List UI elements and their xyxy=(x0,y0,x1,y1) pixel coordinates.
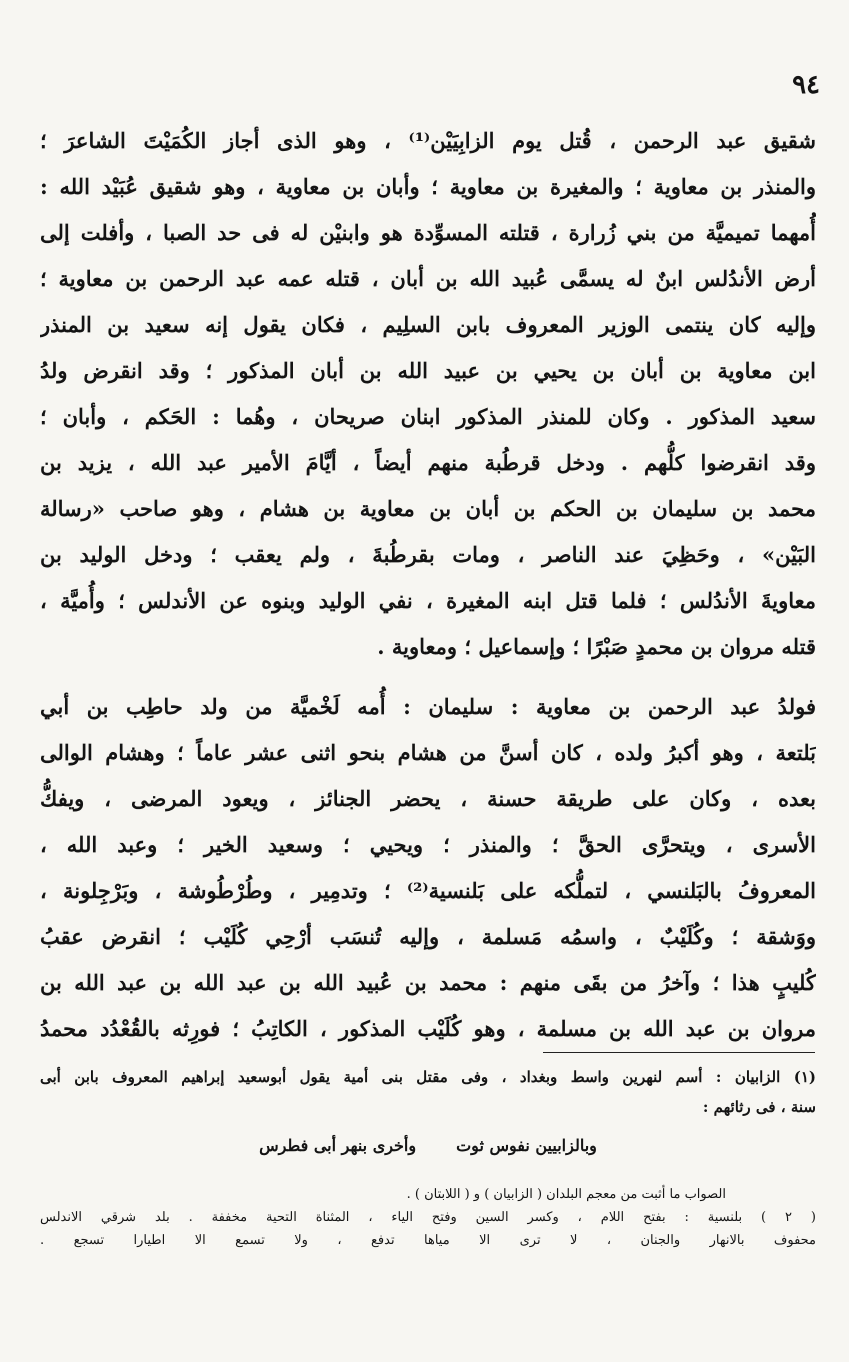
text-line: أرض الأندُلس ابنٌ له يسمَّى عُبيد الله بن أبان ، قتله عمه عبد الرحمن بن معاوية ؛ xyxy=(40,266,816,291)
text-line: محمد بن سليمان بن الحكم بن أبان بن معاوية بن هشام ، وهو صاحب «رسالة xyxy=(40,496,816,521)
text-line: بَلتعة ، وهو أكبرُ ولده ، كان أسنَّ من هشام بنحو اثنى عشر عاماً ؛ وهشام الوالى xyxy=(40,740,816,765)
text-line: والمنذر بن معاوية ؛ والمغيرة بن معاوية ؛ وأبان بن معاوية ، وهو شقيق عُبَيْد الله : xyxy=(40,174,816,199)
text-line: وإليه كان ينتمى الوزير المعروف بابن السلِيم ، فكان يقول إنه سعيد بن المنذر xyxy=(40,312,816,337)
footnotes xyxy=(40,1062,816,1252)
paragraph-1 xyxy=(40,118,816,670)
text-line: سعيد المذكور . وكان للمنذر المذكور ابنان صريحان ، وهُما : الحَكم ، وأبان ؛ xyxy=(40,404,816,429)
text-line: المعروفُ بالبَلنسي ، لتملُّكه على بَلنسية⁽²⁾ ؛ وتدمِير ، وطُرْطُوشة ، وبَرْجِلونة ، xyxy=(40,878,816,903)
text-line: ووَشقة ؛ وكُلَيْبٌ ، واسمُه مَسلمة ، وإليه تُنسَب أرْحِي كُلَيْب ؛ انقرض عقبُ xyxy=(40,924,816,949)
text-line: أُمهما تميميَّة من بني زُرارة ، قتلته المسوِّدة هو وابنيْن له فى حد الصبا ، وأفلت إلى xyxy=(40,220,816,245)
verse xyxy=(40,1136,816,1155)
text-line: مروان بن عبد الله بن مسلمة ، وهو كُلَيْب المذكور ، الكاتِبُ ؛ فورِثه بالقُعْدُد محمدُ xyxy=(40,1016,816,1041)
text-line: فولدُ عبد الرحمن بن معاوية : سليمان : أُمه لَخْميَّة من ولد حاطِب بن أبي xyxy=(40,694,816,719)
text-line: معاويةَ الأندُلس ؛ فلما قتل ابنه المغيرة ، نفي الوليد وبنوه عن الأندلس ؛ وأُميَّة ، xyxy=(40,588,816,613)
text-line: الأسرى ، ويتحرَّى الحقَّ ؛ والمنذر ؛ ويحيي ؛ وسعيد الخير ؛ وعبد الله ، xyxy=(40,832,816,857)
correction-line: ( ٢ ) بلنسية : بفتح اللام ، وكسر السين وفتح الياء ، المثناة التحية مخففة . بلد شرقي الاندلس xyxy=(40,1210,816,1225)
text-line: ابن معاوية بن أبان بن يحيي بن عبيد الله بن أبان المذكور ؛ وقد انقرض ولدُ xyxy=(40,358,816,383)
text-line: شقيق عبد الرحمن ، قُتل يوم الزابِيَيْن⁽¹⁾ ، وهو الذى أجاز الكُمَيْتَ الشاعرَ ؛ xyxy=(40,128,816,153)
verse-hemistich-left: وأخرى بنهر أبى فطرس xyxy=(259,1136,417,1155)
correction-line: محفوف بالانهار والجنان ، لا ترى الا مياها تدفع ، ولا تسمع الا اطيارا تسجع . xyxy=(40,1233,816,1248)
page-number: ٩٤ xyxy=(792,70,820,100)
verse-hemistich-right: وبالزابيين نفوس ثوت xyxy=(456,1136,597,1155)
footnote-divider xyxy=(543,1052,815,1053)
footnote-line: سنة ، فى رثائهم : xyxy=(702,1098,816,1116)
text-line: كُليبٍ هذا ؛ وآخرُ من بقَى منهم : محمد بن عُبيد الله بن عبد الله بن عبد الله بن xyxy=(40,970,816,995)
correction-line: الصواب ما أثبت من معجم البلدان ( الزابيان ) و ( اللابتان ) . xyxy=(406,1187,726,1202)
paragraph-2 xyxy=(40,684,816,1052)
text-line: وقد انقرضوا كلُّهم . ودخل قرطُبة منهم أيضاً ، أيَّامَ الأمير عبد الله ، يزيد بن xyxy=(40,450,816,475)
footnote-line: (١) الزابيان : أسم لنهرين واسط وبغداد ، وفى مقتل بنى أمية يقول أبوسعيد إبراهيم المعروف بابن أبى xyxy=(40,1068,816,1086)
main-text xyxy=(40,118,816,1052)
text-line: البَيْن» ، وحَظِيَ عند الناصر ، ومات بقرطُبةَ ، ولم يعقب ؛ ودخل الوليد بن xyxy=(40,542,816,567)
text-line: قتله مروان بن محمدٍ صَبْرًا ؛ وإسماعيل ؛ ومعاوية . xyxy=(377,634,816,659)
text-line: بعده ، وكان على طريقة حسنة ، يحضر الجنائز ، ويعود المرضى ، ويفكُّ xyxy=(40,786,816,811)
